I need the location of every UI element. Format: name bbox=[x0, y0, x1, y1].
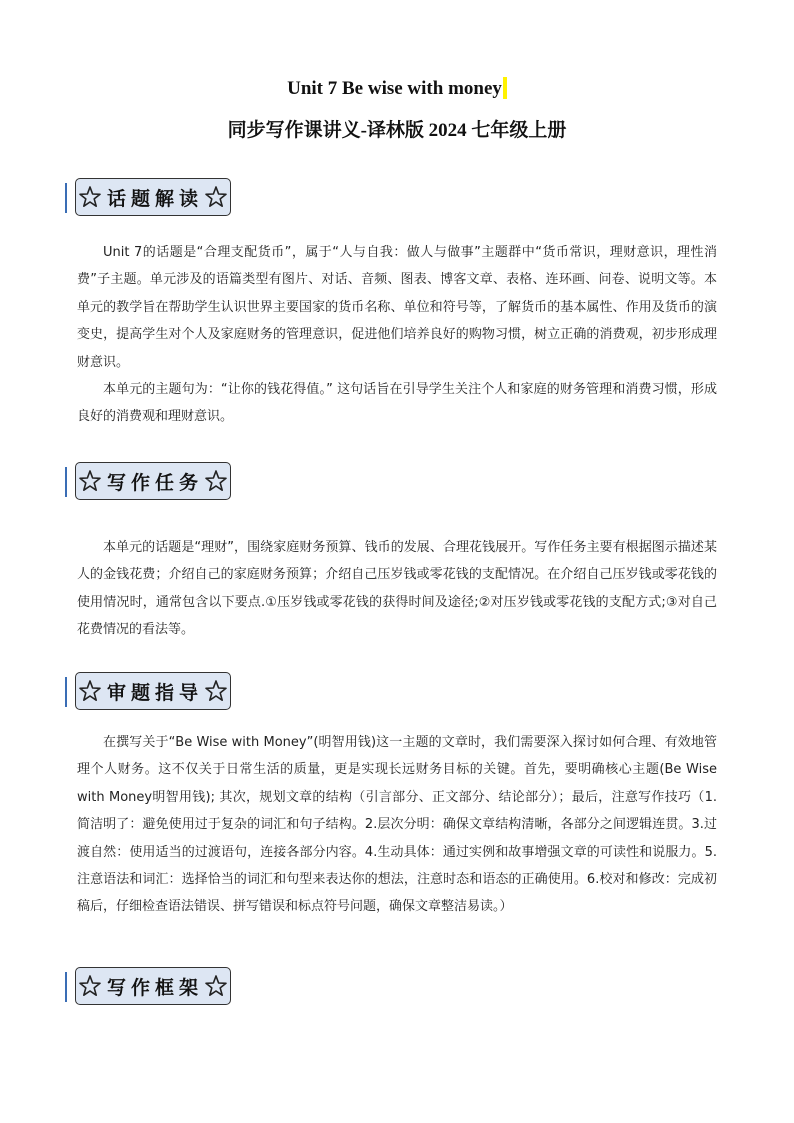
text-cursor-highlight bbox=[503, 77, 507, 99]
section-heading-label: 审题指导 bbox=[106, 681, 203, 704]
star-outline-icon bbox=[78, 469, 102, 493]
star-outline-icon bbox=[78, 679, 102, 703]
accent-bar bbox=[65, 972, 67, 1002]
document-title bbox=[0, 77, 794, 100]
section-heading-writing-task bbox=[65, 462, 240, 502]
heading-box bbox=[75, 178, 231, 216]
accent-bar bbox=[65, 183, 67, 213]
heading-box bbox=[75, 967, 231, 1005]
section-heading-writing-framework bbox=[65, 967, 240, 1007]
paragraph: 本单元的主题句为：“让你的钱花得值。” 这句话旨在引导学生关注个人和家庭的财务管理和消费习惯，形成良好的消费观和理财意识。 bbox=[77, 382, 717, 425]
accent-bar bbox=[65, 467, 67, 497]
section-heading-topic-guidance bbox=[65, 672, 240, 712]
section-heading-topic-reading bbox=[65, 178, 240, 218]
star-outline-icon bbox=[78, 974, 102, 998]
heading-box bbox=[75, 462, 231, 500]
title-text: Unit 7 Be wise with money bbox=[287, 78, 502, 99]
accent-bar bbox=[65, 677, 67, 707]
paragraph: 本单元的话题是“理财”，围绕家庭财务预算、钱币的发展、合理花钱展开。写作任务主要有根据图示描述某人的金钱花费；介绍自己的家庭财务预算；介绍自己压岁钱或零花钱的支配情况。在介绍自己压岁钱或零花钱的使用情况时，通常包含以下要点.①压岁钱或零花钱的获得时间及途径;②对压岁钱或零花钱的支配方式;③对自己花费情况的看法等。 bbox=[77, 540, 717, 638]
section-heading-label: 写作框架 bbox=[106, 976, 203, 999]
section-heading-label: 写作任务 bbox=[106, 471, 203, 494]
star-outline-icon bbox=[204, 974, 228, 998]
star-outline-icon bbox=[204, 185, 228, 209]
paragraph: Unit 7的话题是“合理支配货币”，属于“人与自我：做人与做事”主题群中“货币常识，理财意识，理性消费”子主题。单元涉及的语篇类型有图片、对话、音频、图表、博客文章、表格、连环画、问卷、说明文等。本单元的教学旨在帮助学生认识世界主要国家的货币名称、单位和符号等，了解货币的基本属性、作用及货币的演变史，提高学生对个人及家庭财务的管理意识，促进他们培养良好的购物习惯，树立正确的消费观，初步形成理财意识。 bbox=[77, 245, 717, 370]
star-outline-icon bbox=[204, 469, 228, 493]
section-heading-label: 话题解读 bbox=[106, 187, 203, 210]
document-subtitle: 同步写作课讲义-译林版 2024 七年级上册 bbox=[227, 120, 567, 141]
star-outline-icon bbox=[204, 679, 228, 703]
heading-box bbox=[75, 672, 231, 710]
star-outline-icon bbox=[78, 185, 102, 209]
paragraph: 在撰写关于“Be Wise with Money”(明智用钱)这一主题的文章时，我们需要深入探讨如何合理、有效地管理个人财务。这不仅关于日常生活的质量，更是实现长远财务目标的关键。首先，要明确核心主题(Be Wise with Money明智用钱); 其次，规划文章的结构（引言部分、正文部分、结论部分）；最后，注意写作技巧（1.简洁明了：避免使用过于复杂的词汇和句子结构。2.层次分明：确保文章结构清晰，各部分之间逻辑连贯。3.过渡自然：使用适当的过渡语句，连接各部分内容。4.生动具体：通过实例和故事增强文章的可读性和说服力。5.注意语法和词汇：选择恰当的词汇和句型来表达你的想法，注意时态和语态的正确使用。6.校对和修改：完成初稿后，仔细检查语法错误、拼写错误和标点符号问题，确保文章整洁易读。） bbox=[77, 735, 717, 915]
